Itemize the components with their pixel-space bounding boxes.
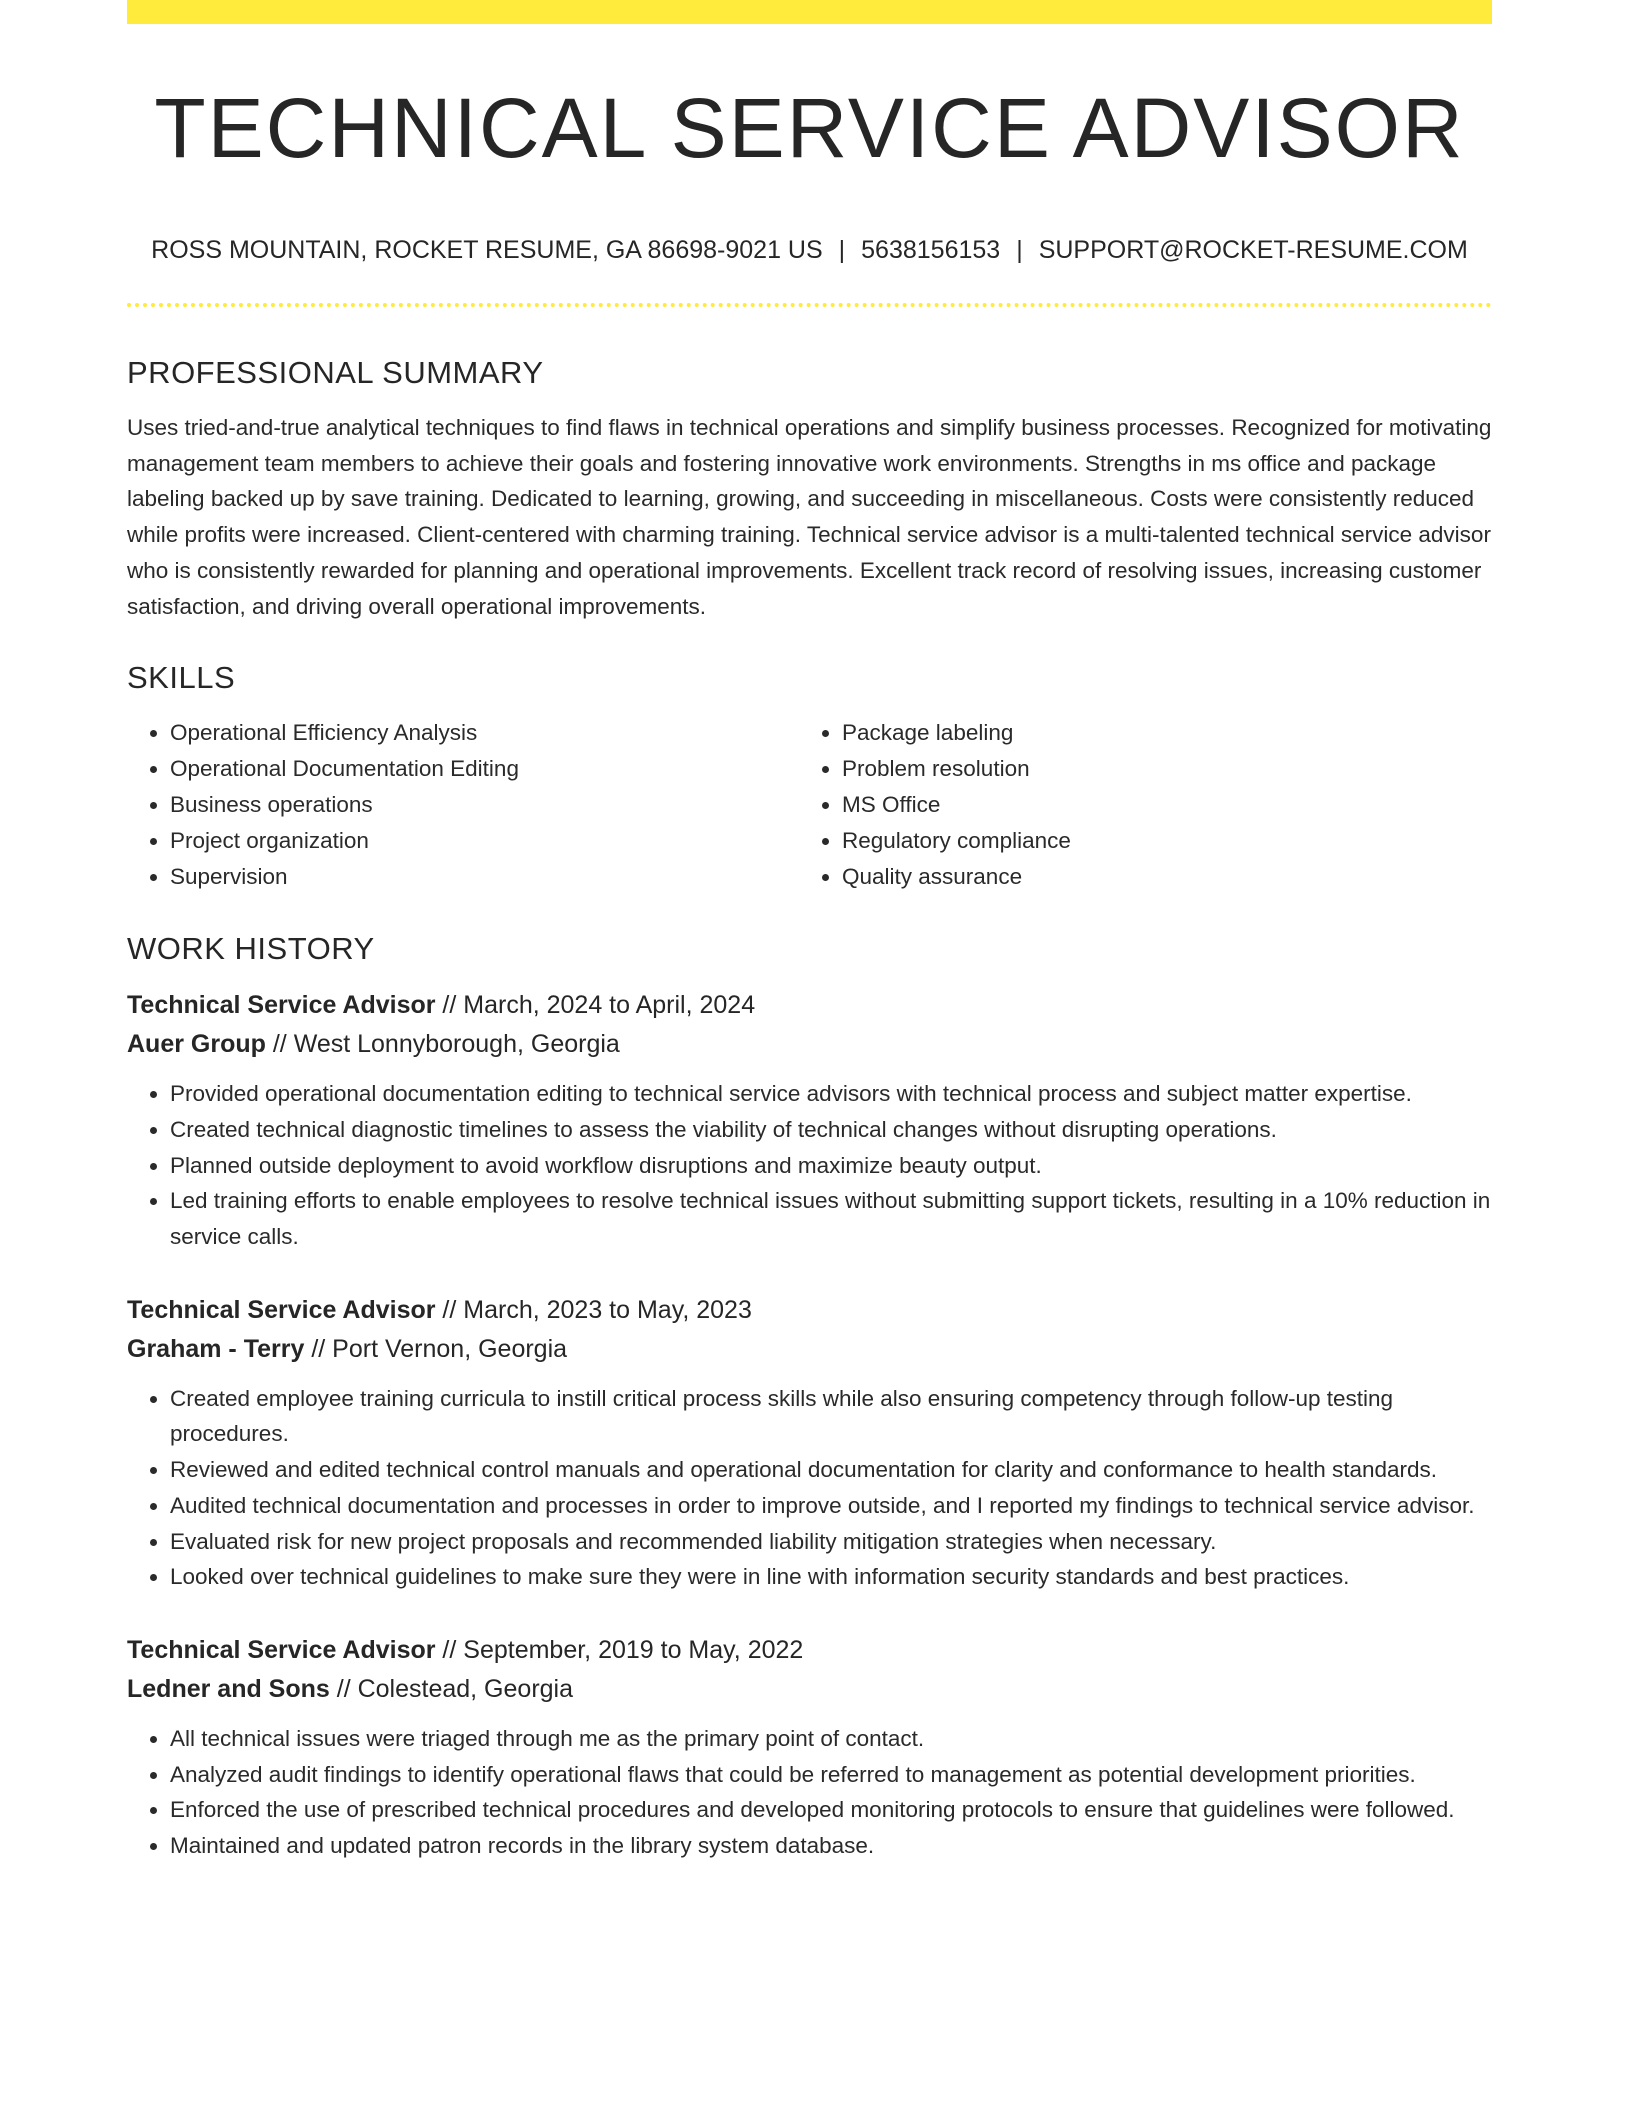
job-bullet: • Planned outside deployment to avoid workflow disruptions and maximize beauty output. [170,1148,1492,1184]
job-bullet: • Audited technical documentation and processes in order to improve outside, and I reported my findings to technical service advisor. [170,1488,1492,1524]
job-location: // Port Vernon, Georgia [304,1334,568,1363]
skills-column-right [799,715,1492,895]
job-bullet: • Created technical diagnostic timelines to assess the viability of technical changes without disrupting operations. [170,1112,1492,1148]
contact-address: ROSS MOUNTAIN, ROCKET RESUME, GA 86698-9021 US [151,236,823,264]
job-title: Technical Service Advisor [127,1295,436,1324]
contact-phone: 5638156153 [861,236,1001,264]
skills-column-left [127,715,799,895]
job-title: Technical Service Advisor [127,1635,436,1664]
job-bullet: • Led training efforts to enable employees to resolve technical issues without submitting support tickets, resulting in a 10% reduction in service calls. [170,1183,1492,1254]
job-bullet: • All technical issues were triaged through me as the primary point of contact. [170,1721,1492,1757]
job-company-line [127,1330,1492,1369]
skill-item: • MS Office [842,787,1492,823]
job-bullets [127,1381,1492,1595]
job-dates: // March, 2023 to May, 2023 [435,1295,752,1324]
job-location: // Colestead, Georgia [329,1674,574,1703]
job-company-line [127,1025,1492,1064]
accent-top-bar [127,0,1492,24]
skills-list [127,715,1492,895]
job-bullets [127,1721,1492,1864]
job-title-line [127,1291,1492,1330]
job-bullet: • Analyzed audit findings to identify operational flaws that could be referred to management as potential development priorities. [170,1757,1492,1793]
job-bullet: • Maintained and updated patron records in the library system database. [170,1828,1492,1864]
skill-item: • Operational Efficiency Analysis [170,715,799,751]
job-company: Auer Group [127,1030,266,1059]
contact-separator: | [1016,236,1023,264]
job-bullets [127,1076,1492,1255]
job-dates: // March, 2024 to April, 2024 [435,991,756,1020]
skill-item: • Problem resolution [842,751,1492,787]
skills-heading: SKILLS [127,660,236,696]
job-entry [127,1291,1492,1595]
contact-separator: | [838,236,846,264]
summary-heading: PROFESSIONAL SUMMARY [127,355,544,390]
skill-item: • Package labeling [842,715,1492,751]
job-entry [127,1631,1492,1864]
job-entry [127,986,1492,1255]
job-company: Ledner and Sons [127,1674,330,1703]
job-bullet: • Enforced the use of prescribed technical procedures and developed monitoring protocols to ensure that guidelines were followed. [170,1792,1492,1828]
work-history-heading: WORK HISTORY [127,931,375,967]
job-dates: // September, 2019 to May, 2022 [435,1635,804,1664]
job-bullet: • Created employee training curricula to instill critical process skills while also ensuring competency through follow-up testing procedures. [170,1381,1492,1452]
summary-text: Uses tried-and-true analytical techniques to find flaws in technical operations and simplify business processes. Recognized for motivating management team members to achieve their goals and fostering innovative work environments. Strengths in ms office and package labeling backed up by save training. Dedicated to learning, growing, and succeeding in miscellaneous. Costs were consistently reduced while profits were increased. Client-centered with charming training. Technical service advisor is a multi-talented technical service advisor who is consistently rewarded for planning and operational improvements. Excellent track record of resolving issues, increasing customer satisfaction, and driving overall operational improvements. [127,415,1492,619]
job-bullet: • Reviewed and edited technical control manuals and operational documentation for clarity and conformance to health standards. [170,1452,1492,1488]
skill-item: • Business operations [170,787,799,823]
contact-line [127,238,1492,263]
skill-item: • Regulatory compliance [842,823,1492,859]
skill-item: • Quality assurance [842,859,1492,895]
job-location: // West Lonnyborough, Georgia [265,1030,620,1059]
dotted-divider [127,303,1492,307]
job-bullet: • Looked over technical guidelines to make sure they were in line with information security standards and best practices. [170,1559,1492,1595]
resume-name-title: TECHNICAL SERVICE ADVISOR [154,81,1465,175]
job-title-line [127,1631,1492,1670]
job-bullet: • Provided operational documentation editing to technical service advisors with technical process and subject matter expertise. [170,1076,1492,1112]
job-bullet: • Evaluated risk for new project proposals and recommended liability mitigation strategies when necessary. [170,1524,1492,1560]
skill-item: • Project organization [170,823,799,859]
job-company-line [127,1670,1492,1709]
resume-page [127,0,1492,1864]
job-title-line [127,986,1492,1025]
skill-item: • Supervision [170,859,799,895]
job-title: Technical Service Advisor [127,991,436,1020]
job-company: Graham - Terry [127,1334,305,1363]
contact-email: SUPPORT@ROCKET-RESUME.COM [1038,236,1468,264]
skill-item: • Operational Documentation Editing [170,751,799,787]
